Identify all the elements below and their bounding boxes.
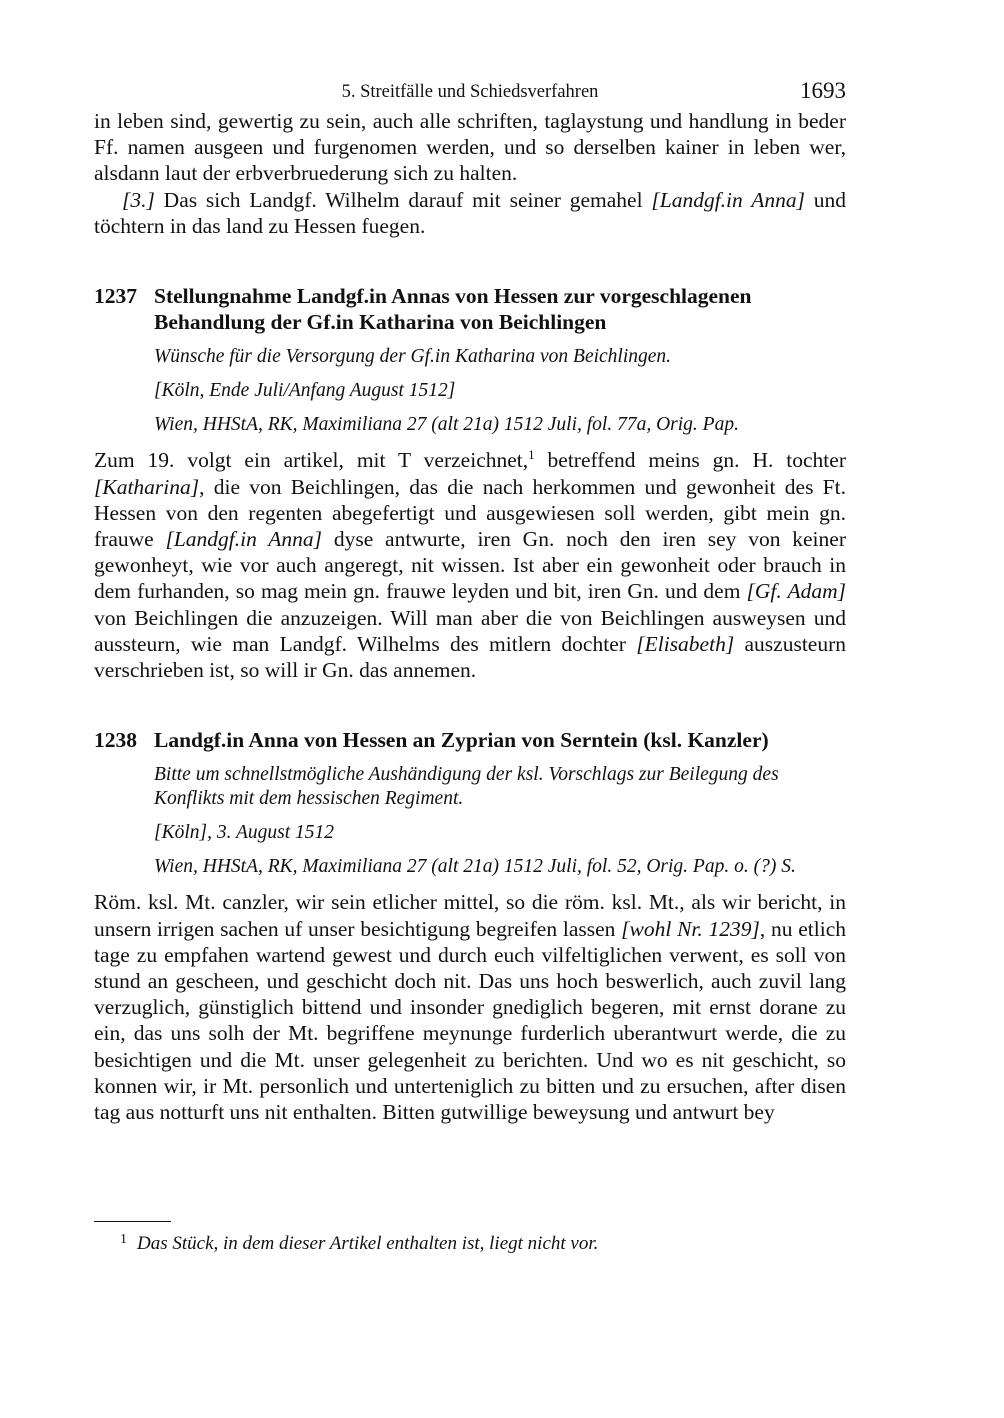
- editorial-insertion: [Elisabeth]: [636, 631, 735, 656]
- entry-date: [Köln, Ende Juli/Anfang August 1512]: [154, 380, 456, 402]
- editorial-insertion: [Landgf.in Anna]: [165, 527, 323, 552]
- entry-body: [94, 889, 846, 1125]
- entry-number: 1237: [94, 284, 137, 309]
- footnote: [120, 1228, 598, 1256]
- body-text-run: , die von Beichlingen, das die nach herkommen und gewonheit des Ft. Hessen von den regenten abegefertigt und ausgewiesen soll werden, gibt mein gn. frauwe: [94, 474, 846, 552]
- entry-1238: [94, 727, 846, 1125]
- entry-body: [94, 447, 846, 683]
- footnote-divider: [94, 1221, 171, 1222]
- entry-heading: [94, 283, 846, 335]
- entry-date: [Köln], 3. August 1512: [154, 822, 335, 844]
- section-label: [3.]: [122, 187, 155, 212]
- body-text-run: dyse antwurte, iren Gn. noch den iren sey von keiner gewonheyt, wie vor auch angeregt, nit wissen. Ist aber ein gewonheit oder brauch in dem furhanden, so mag mein gn. frauwe leyden und bit, iren Gn. und dem: [94, 527, 846, 604]
- intro-text-a: Das sich Landgf. Wilhelm darauf mit seiner gemahel: [154, 187, 652, 212]
- body-text-run: von Beichlingen die anzuzeigen. Will man aber die von Beichlingen ausweysen und aussteurn, wie man Landgf. Wilhelms des mitlern dochter: [94, 605, 846, 656]
- entry-meta: [154, 345, 846, 437]
- entry-title: Landgf.in Anna von Hessen an Zyprian von Serntein (ksl. Kanzler): [154, 728, 769, 753]
- entry-meta: [154, 763, 846, 879]
- entry-source: Wien, HHStA, RK, Maximiliana 27 (alt 21a) 1512 Juli, fol. 77a, Orig. Pap.: [154, 414, 739, 436]
- running-title: 5. Streitfälle und Schiedsverfahren: [341, 82, 599, 102]
- entry-summary: Bitte um schnellstmögliche Aushändigung der ksl. Vorschlags zur Beilegung des Konflikts mit dem hessischen Regiment.: [154, 764, 779, 810]
- intro-paragraph-3: [94, 187, 846, 239]
- editorial-insertion: [Gf. Adam]: [746, 579, 846, 604]
- footnote-mark: 1: [120, 1232, 127, 1247]
- entry-heading: [94, 727, 846, 753]
- page-content: [94, 78, 846, 1125]
- running-header: [94, 78, 846, 108]
- body-text-run: betreffend meins gn. H. tochter: [534, 448, 846, 473]
- editorial-insertion: [wohl Nr. 1239]: [621, 916, 760, 941]
- body-text-run: Röm. ksl. Mt. canzler, wir sein etlicher mittel, so die röm. ksl. Mt., als wir bericht, in unsern irrigen sachen uf unser besichtigung begreifen lassen: [94, 890, 846, 941]
- entry-title: Stellungnahme Landgf.in Annas von Hessen zur vorgeschlagenen Behandlung der Gf.in Katharina von Beichlingen: [154, 284, 752, 335]
- footnote-reference: 1: [528, 447, 535, 463]
- body-text-run: auszusteurn verschrieben ist, so will ir Gn. das annemen.: [94, 631, 847, 683]
- intro-paragraph: in leben sind, gewertig zu sein, auch alle schriften, taglaystung und handlung in beder Ff. namen ausgeen und furgenomen werden, und so derselben kainer in leben wer, alsdann laut der erbverbruederung sich zu halten.: [94, 109, 846, 186]
- editorial-insertion: [Katharina]: [94, 474, 200, 499]
- footnote-text: Das Stück, in dem dieser Artikel enthalten ist, liegt nicht vor.: [137, 1233, 599, 1254]
- editorial-insertion: [Landgf.in Anna]: [651, 187, 805, 212]
- page-number: 1693: [800, 78, 846, 103]
- body-text-run: , nu etlich tage zu empfahen wartend gewest und durch euch vilfeltiglichen verwent, es soll von stund an gescheen, und geschicht doch nit. Das uns hoch beswerlich, auch zuvil lang verzuglich, günstiglich bittend und insonder gnediglich begeren, mit ernst dorane zu ein, das uns solh der Mt. begriffene meynunge furderlich uberantwurt werde, die zu besichtigen und die Mt. unser gelegenheit zu berichten. Und wo es nit geschicht, so konnen wir, ir Mt. personlich und unterteniglich zu bitten und zu ersuchen, after disen tag aus notturft uns nit enthalten. Bitten gutwillige beweysung und antwurt bey: [94, 916, 846, 1125]
- intro-text-c: und töchtern in das land zu Hessen fuegen.: [94, 187, 847, 238]
- body-text-run: Zum 19. volgt ein artikel, mit T verzeichnet,: [94, 448, 529, 473]
- entry-1237: [94, 283, 846, 683]
- entry-summary: Wünsche für die Versorgung der Gf.in Katharina von Beichlingen.: [154, 346, 672, 368]
- entry-source: Wien, HHStA, RK, Maximiliana 27 (alt 21a) 1512 Juli, fol. 52, Orig. Pap. o. (?) S.: [154, 856, 796, 878]
- entry-number: 1238: [94, 728, 137, 753]
